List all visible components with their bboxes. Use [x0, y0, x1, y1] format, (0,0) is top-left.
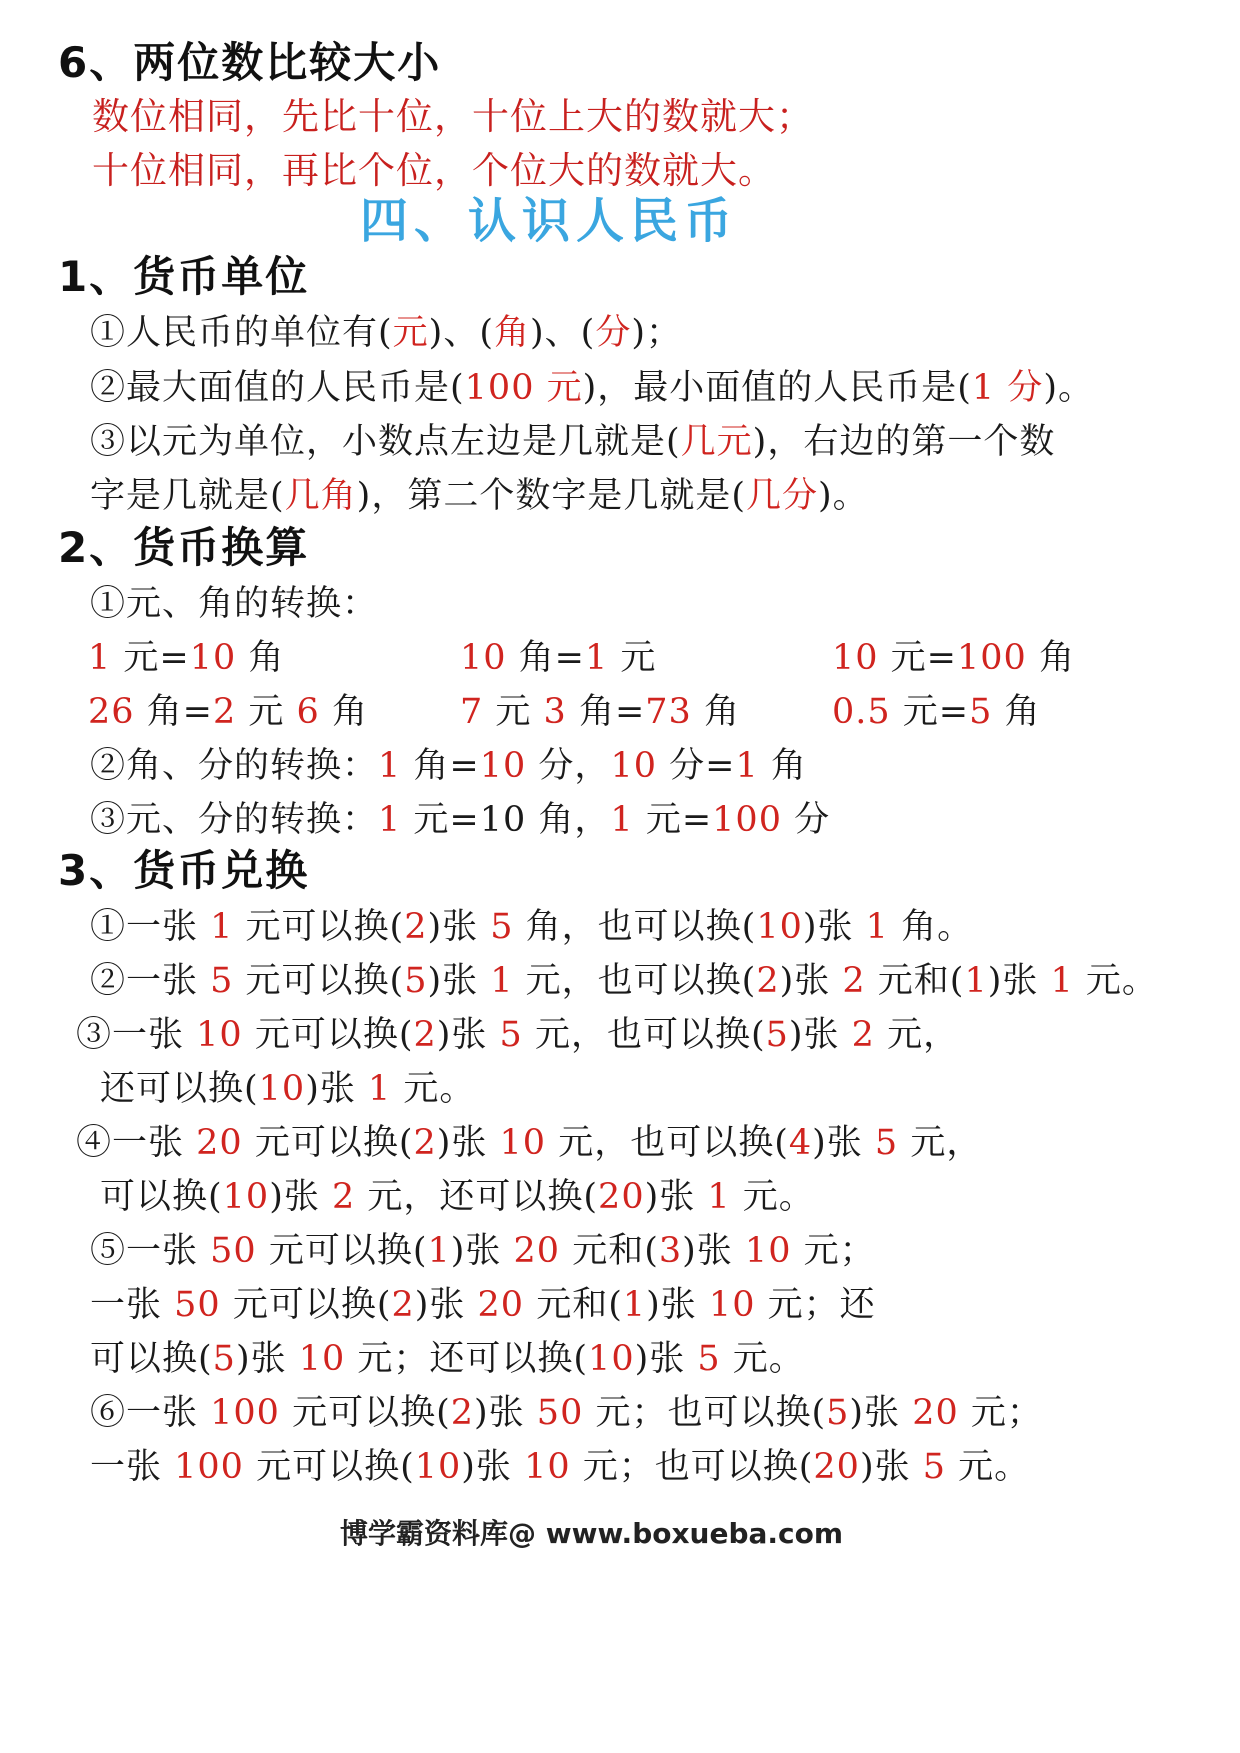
- highlight-value: 分: [595, 313, 632, 353]
- text-segment: )张: [474, 1393, 537, 1433]
- highlight-value: 角: [493, 313, 530, 353]
- highlight-value: 5: [922, 1447, 946, 1487]
- text-segment: 元可以换(: [220, 1285, 392, 1325]
- watermark-footer: 博学霸资料库@ www.boxueba.com: [340, 1517, 844, 1550]
- highlight-value: 3: [658, 1231, 683, 1271]
- text-segment: 元可以换(: [279, 1393, 451, 1433]
- exchange-line-6: [100, 1169, 815, 1219]
- text-segment: 还可以换(: [100, 1069, 259, 1109]
- highlight-value: 10: [588, 1339, 635, 1379]
- highlight-value: 5: [969, 692, 993, 732]
- highlight-value: 10: [414, 1447, 462, 1487]
- highlight-value: 几分: [745, 476, 818, 516]
- text-segment: 一张: [90, 1285, 175, 1325]
- highlight-value: 10: [258, 1069, 306, 1109]
- text-segment: ①一张: [90, 907, 211, 947]
- highlight-value: 2: [450, 1393, 475, 1433]
- text-segment: ①人民币的单位有(: [90, 313, 393, 353]
- highlight-value: 50: [174, 1285, 221, 1325]
- text-segment: 元；: [791, 1231, 876, 1271]
- highlight-value: 10: [708, 1285, 756, 1325]
- text-segment: 角，也可以换(: [513, 907, 757, 947]
- highlight-value: 1: [622, 1285, 647, 1325]
- highlight-value: 2: [331, 1177, 356, 1217]
- text-segment: )张: [812, 1123, 875, 1163]
- text-segment: )张: [461, 1447, 525, 1487]
- highlight-value: 1: [865, 907, 889, 947]
- text-segment: 角: [236, 638, 285, 678]
- highlight-value: 50: [536, 1393, 584, 1433]
- text-segment: 角: [1026, 638, 1075, 678]
- text-segment: )张: [859, 1447, 923, 1487]
- highlight-value: 20: [477, 1285, 525, 1325]
- text-segment: 元可以换(: [242, 1123, 414, 1163]
- highlight-value: 2: [756, 961, 780, 1001]
- text-segment: ②角、分的转换：: [90, 746, 379, 786]
- text-segment: 元: [608, 638, 657, 678]
- text-segment: 分: [781, 800, 831, 840]
- text-segment: 元: [236, 692, 297, 732]
- conversion-row2-col3: [832, 684, 1041, 734]
- text-segment: )张: [305, 1069, 368, 1109]
- text-segment: 元，也可以换(: [546, 1123, 789, 1163]
- text-segment: )张: [849, 1393, 913, 1433]
- exchange-line-3: [76, 1007, 959, 1057]
- exchange-line-1: [90, 899, 973, 949]
- text-segment: )张: [414, 1285, 478, 1325]
- text-segment: 元；还: [755, 1285, 876, 1325]
- text-segment: ②一张: [90, 961, 211, 1001]
- highlight-value: 100 元: [464, 368, 583, 408]
- highlight-value: 10: [460, 638, 507, 678]
- text-segment: )张: [644, 1177, 708, 1217]
- highlight-value: 5: [499, 1015, 523, 1055]
- section6-rule-2: 十位相同，再比个位，个位大的数就大。: [92, 149, 776, 192]
- text-segment: 元。: [720, 1339, 805, 1379]
- text-segment: 角=: [566, 692, 646, 732]
- text-segment: 元。: [946, 1447, 1031, 1487]
- text-segment: 元，还可以换(: [355, 1177, 599, 1217]
- highlight-value: 2: [404, 907, 428, 947]
- highlight-value: 几元: [680, 422, 753, 462]
- text-segment: ③一张: [76, 1015, 197, 1055]
- conversion-row2-col1: [88, 684, 368, 734]
- text-segment: )张: [987, 961, 1051, 1001]
- highlight-value: 100: [174, 1447, 244, 1487]
- highlight-value: 2: [413, 1015, 437, 1055]
- exchange-line-2: [90, 953, 1158, 1003]
- highlight-value: 1: [378, 800, 402, 840]
- text-segment: 元=: [633, 800, 713, 840]
- highlight-value: 10: [222, 1177, 270, 1217]
- text-segment: 元和(: [560, 1231, 659, 1271]
- text-segment: 元可以换(: [233, 907, 405, 947]
- highlight-value: 7: [460, 692, 484, 732]
- highlight-value: 1: [585, 638, 609, 678]
- text-segment: )张: [427, 961, 491, 1001]
- text-segment: 元=: [878, 638, 957, 678]
- text-segment: 元=: [890, 692, 970, 732]
- highlight-value: 4: [788, 1123, 813, 1163]
- text-segment: 角: [319, 692, 368, 732]
- highlight-value: 3: [543, 692, 567, 732]
- highlight-value: 10: [524, 1447, 571, 1487]
- highlight-value: 1: [367, 1069, 392, 1109]
- highlight-value: 5: [210, 961, 234, 1001]
- highlight-value: 100: [712, 800, 782, 840]
- highlight-value: 1: [735, 746, 759, 786]
- units-line-1: [90, 305, 682, 355]
- text-segment: 元，也可以换(: [522, 1015, 766, 1055]
- units-line-3: [90, 414, 1055, 464]
- text-segment: )张: [788, 1015, 852, 1055]
- text-segment: 一张: [90, 1447, 175, 1487]
- jiao-fen-conversion: [90, 738, 807, 788]
- highlight-value: 1: [210, 907, 234, 947]
- text-segment: 元: [483, 692, 544, 732]
- highlight-value: 50: [210, 1231, 257, 1271]
- currency-exchange-heading: 3、货币兑换: [58, 846, 310, 895]
- highlight-value: 100: [210, 1393, 280, 1433]
- text-segment: )；: [631, 313, 682, 353]
- exchange-line-11: [90, 1439, 1030, 1489]
- conversion-row1-col1: [88, 630, 284, 680]
- text-segment: ③以元为单位，小数点左边是几就是(: [90, 422, 681, 462]
- highlight-value: 2: [391, 1285, 415, 1325]
- yuan-jiao-conversion-label: ①元、角的转换：: [90, 584, 379, 624]
- exchange-line-7: [90, 1223, 876, 1273]
- text-segment: 元可以换(: [256, 1231, 428, 1271]
- highlight-value: 5: [765, 1015, 789, 1055]
- text-segment: )张: [802, 907, 866, 947]
- highlight-value: 元: [392, 313, 429, 353]
- text-segment: )张: [779, 961, 843, 1001]
- text-segment: )张: [634, 1339, 698, 1379]
- highlight-value: 10: [499, 1123, 547, 1163]
- highlight-value: 10: [196, 1015, 243, 1055]
- text-segment: 字是几就是(: [90, 476, 285, 516]
- text-segment: )。: [818, 476, 869, 516]
- highlight-value: 26: [88, 692, 135, 732]
- text-segment: )张: [436, 1123, 500, 1163]
- highlight-value: 20: [813, 1447, 860, 1487]
- text-segment: 角: [758, 746, 807, 786]
- highlight-value: 73: [645, 692, 692, 732]
- text-segment: 可以换(: [90, 1339, 213, 1379]
- highlight-value: 10: [756, 907, 803, 947]
- text-segment: )。: [1043, 368, 1094, 408]
- highlight-value: 100: [957, 638, 1027, 678]
- text-segment: )张: [427, 907, 491, 947]
- section6-rule-1: 数位相同，先比十位，十位上大的数就大；: [92, 95, 814, 138]
- highlight-value: 10: [610, 746, 657, 786]
- highlight-value: 几角: [284, 476, 357, 516]
- text-segment: )，右边的第一个数: [752, 422, 1056, 462]
- text-segment: 可以换(: [100, 1177, 223, 1217]
- highlight-value: 20: [598, 1177, 645, 1217]
- text-segment: 分=: [656, 746, 736, 786]
- text-segment: )张: [646, 1285, 709, 1325]
- text-segment: )，最小面值的人民币是(: [582, 368, 972, 408]
- text-segment: 元可以换(: [243, 1447, 415, 1487]
- text-segment: 元可以换(: [242, 1015, 414, 1055]
- highlight-value: 10: [189, 638, 237, 678]
- units-line-4: [90, 468, 869, 518]
- text-segment: 元，: [898, 1123, 983, 1163]
- text-segment: )张: [269, 1177, 332, 1217]
- text-segment: 元和(: [865, 961, 965, 1001]
- text-segment: 角: [691, 692, 740, 732]
- text-segment: 元；也可以换(: [583, 1393, 827, 1433]
- exchange-line-9: [90, 1331, 805, 1381]
- highlight-value: 2: [413, 1123, 437, 1163]
- highlight-value: 5: [490, 907, 514, 947]
- highlight-value: 2: [851, 1015, 875, 1055]
- text-segment: 角。: [888, 907, 974, 947]
- highlight-value: 5: [874, 1123, 899, 1163]
- text-segment: 元。: [391, 1069, 476, 1109]
- text-segment: 元，: [874, 1015, 960, 1055]
- conversion-row2-col2: [460, 684, 740, 734]
- highlight-value: 1: [490, 961, 514, 1001]
- highlight-value: 20: [912, 1393, 959, 1433]
- text-segment: 角=: [401, 746, 480, 786]
- highlight-value: 1: [427, 1231, 451, 1271]
- highlight-value: 1: [964, 961, 988, 1001]
- conversion-row1-col3: [832, 630, 1075, 680]
- yuan-fen-conversion: [90, 792, 830, 842]
- highlight-value: 1: [378, 746, 402, 786]
- currency-units-heading: 1、货币单位: [58, 252, 310, 301]
- text-segment: 元和(: [524, 1285, 623, 1325]
- highlight-value: 1: [610, 800, 634, 840]
- conversion-row1-col2: [460, 630, 656, 680]
- highlight-value: 5: [826, 1393, 850, 1433]
- exchange-line-4: [100, 1061, 475, 1111]
- highlight-value: 10: [832, 638, 879, 678]
- exchange-line-10: [90, 1385, 1043, 1435]
- chapter-title: 四、认识人民币: [360, 193, 739, 249]
- text-segment: 元=10 角，: [401, 800, 611, 840]
- highlight-value: 1 分: [971, 368, 1044, 408]
- highlight-value: 2: [842, 961, 866, 1001]
- text-segment: ⑤一张: [90, 1231, 211, 1271]
- text-segment: 元，也可以换(: [513, 961, 757, 1001]
- highlight-value: 5: [697, 1339, 721, 1379]
- text-segment: )张: [682, 1231, 745, 1271]
- highlight-value: 1: [88, 638, 112, 678]
- text-segment: )，第二个数字是几就是(: [356, 476, 746, 516]
- text-segment: )张: [450, 1231, 514, 1271]
- highlight-value: 0.5: [832, 692, 891, 732]
- highlight-value: 10: [479, 746, 527, 786]
- exchange-line-8: [90, 1277, 876, 1327]
- section6-heading: 6、两位数比较大小: [58, 38, 442, 87]
- highlight-value: 1: [707, 1177, 731, 1217]
- text-segment: ④一张: [76, 1123, 197, 1163]
- text-segment: )、(: [530, 313, 596, 353]
- text-segment: 角: [992, 692, 1041, 732]
- highlight-value: 20: [513, 1231, 561, 1271]
- highlight-value: 5: [212, 1339, 236, 1379]
- highlight-value: 2: [213, 692, 237, 732]
- units-line-2: [90, 360, 1094, 410]
- text-segment: 元；: [958, 1393, 1043, 1433]
- text-segment: 元可以换(: [233, 961, 405, 1001]
- text-segment: 分，: [526, 746, 611, 786]
- highlight-value: 1: [1050, 961, 1074, 1001]
- highlight-value: 20: [196, 1123, 243, 1163]
- text-segment: 元。: [1073, 961, 1158, 1001]
- text-segment: 元。: [730, 1177, 815, 1217]
- currency-conversion-heading: 2、货币换算: [58, 523, 310, 572]
- text-segment: 元=: [111, 638, 190, 678]
- highlight-value: 10: [298, 1339, 346, 1379]
- text-segment: )、(: [428, 313, 494, 353]
- text-segment: ⑥一张: [90, 1393, 211, 1433]
- text-segment: 角=: [134, 692, 213, 732]
- text-segment: ③元、分的转换：: [90, 800, 379, 840]
- highlight-value: 10: [744, 1231, 792, 1271]
- text-segment: )张: [235, 1339, 299, 1379]
- exchange-line-5: [76, 1115, 982, 1165]
- text-segment: )张: [436, 1015, 500, 1055]
- highlight-value: 5: [404, 961, 428, 1001]
- highlight-value: 6: [296, 692, 320, 732]
- text-segment: 元；也可以换(: [570, 1447, 814, 1487]
- text-segment: 角=: [506, 638, 585, 678]
- text-segment: 元；还可以换(: [345, 1339, 589, 1379]
- text-segment: ②最大面值的人民币是(: [90, 368, 465, 408]
